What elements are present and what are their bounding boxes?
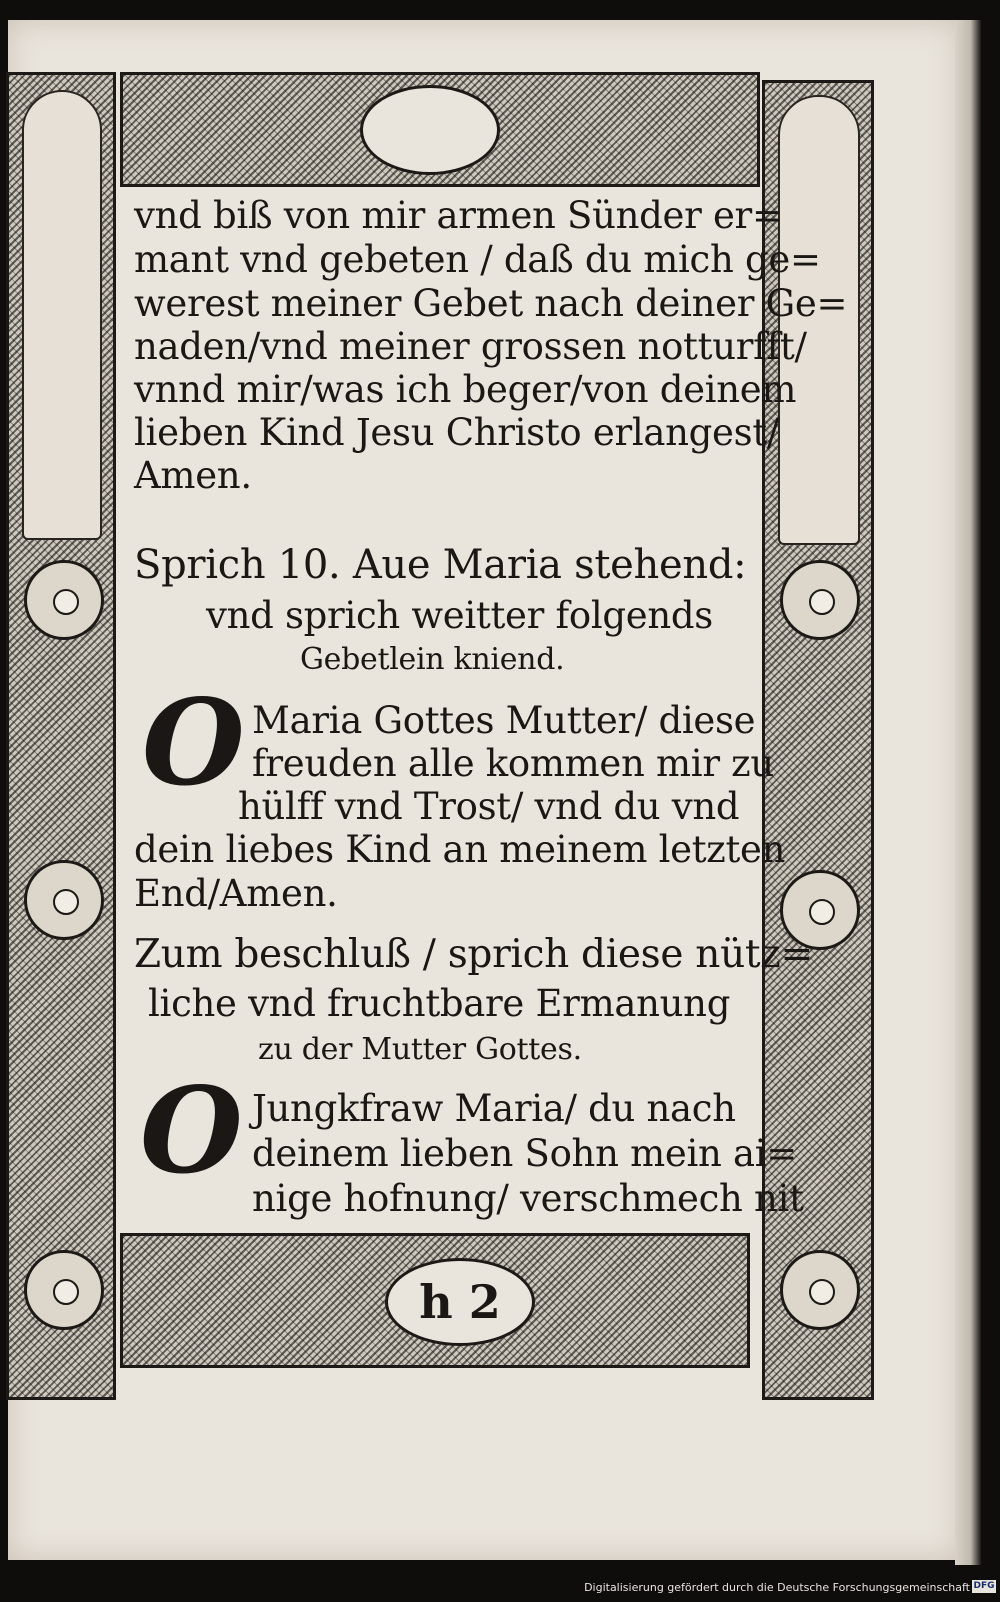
rubric-line: zu der Mutter Gottes. [258, 1032, 582, 1067]
text-line: Amen. [134, 454, 252, 497]
rubric-line: Gebetlein kniend. [300, 642, 565, 677]
rubric-line: Zum beschluß / sprich diese nütz= [134, 932, 813, 977]
rubric-line: Sprich 10. Aue Maria stehend: [134, 542, 747, 588]
page-edge [955, 20, 981, 1565]
initial-letter: O [142, 673, 245, 812]
medallion-ornament [780, 560, 860, 640]
medallion-ornament [24, 560, 104, 640]
text-line: mant vnd gebeten / daß du mich ge= [134, 238, 821, 281]
medallion-ornament [24, 860, 104, 940]
top-cartouche [360, 85, 500, 175]
signature-cartouche [385, 1258, 535, 1346]
funding-credit: Digitalisierung gefördert durch die Deutsche Forschungsgemeinschaft [584, 1581, 970, 1594]
initial-letter: O [140, 1061, 243, 1200]
text-line: hülff vnd Trost/ vnd du vnd [238, 785, 740, 828]
text-line: vnnd mir/was ich beger/von deinem [134, 368, 797, 411]
text-line: nige hofnung/ verschmech nit [252, 1177, 804, 1220]
text-line: deinem lieben Sohn mein ai= [252, 1132, 797, 1175]
text-line: Jungkfraw Maria/ du nach [252, 1087, 736, 1130]
rubric-line: vnd sprich weitter folgends [206, 594, 713, 637]
madonna-figure [22, 90, 102, 540]
text-line: dein liebes Kind an meinem letzten [134, 828, 786, 871]
dfg-logo: DFG [973, 1581, 995, 1591]
rubric-line: liche vnd fruchtbare Ermanung [148, 982, 731, 1025]
text-line: vnd biß von mir armen Sünder er= [134, 194, 783, 237]
text-line: naden/vnd meiner grossen notturfft/ [134, 325, 807, 368]
text-line: werest meiner Gebet nach deiner Ge= [134, 282, 848, 325]
medallion-ornament [780, 1250, 860, 1330]
text-line: freuden alle kommen mir zu [252, 742, 774, 785]
text-line: lieben Kind Jesu Christo erlangest/ [134, 411, 780, 454]
text-line: End/Amen. [134, 872, 338, 915]
signature-mark: h 2 [419, 1275, 501, 1329]
text-block [128, 192, 848, 1227]
text-line: Maria Gottes Mutter/ diese [252, 699, 756, 742]
medallion-ornament [24, 1250, 104, 1330]
